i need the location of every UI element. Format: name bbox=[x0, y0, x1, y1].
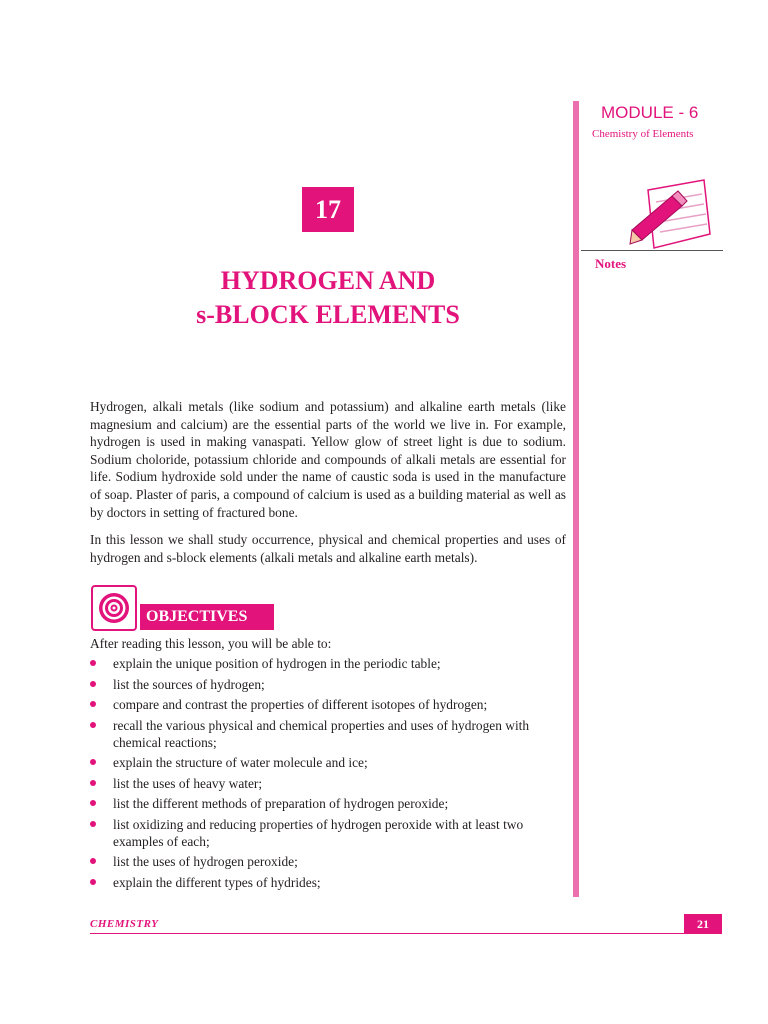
objectives-intro: After reading this lesson, you will be able to: bbox=[90, 636, 332, 651]
notepad-pencil-icon bbox=[628, 176, 712, 260]
objective-text: explain the different types of hydrides; bbox=[113, 874, 321, 890]
objective-item bbox=[90, 655, 566, 672]
objective-item bbox=[90, 717, 566, 751]
chapter-title bbox=[90, 264, 566, 332]
objective-item bbox=[90, 874, 566, 891]
objective-text: list the uses of heavy water; bbox=[113, 775, 263, 791]
objective-text: explain the unique position of hydrogen in the periodic table; bbox=[113, 656, 441, 671]
objectives-heading: OBJECTIVES bbox=[140, 604, 274, 630]
bullet-icon bbox=[90, 681, 96, 687]
bullet-icon bbox=[90, 858, 96, 864]
bullet-icon bbox=[90, 800, 96, 806]
footer-subject: CHEMISTRY bbox=[90, 918, 159, 930]
objective-item bbox=[90, 775, 566, 792]
bullet-icon bbox=[90, 722, 96, 728]
objective-item bbox=[90, 795, 566, 812]
chapter-title-line-2: s-BLOCK ELEMENTS bbox=[196, 300, 460, 329]
objective-text: explain the structure of water molecule and ice; bbox=[113, 755, 368, 770]
objective-item bbox=[90, 676, 566, 693]
objective-text: recall the various physical and chemical properties and uses of hydrogen with chemical reactions; bbox=[113, 717, 530, 750]
bullet-icon bbox=[90, 780, 96, 786]
objective-item bbox=[90, 696, 566, 713]
margin-divider bbox=[573, 101, 579, 897]
bullet-icon bbox=[90, 879, 96, 885]
objective-text: compare and contrast the properties of different isotopes of hydrogen; bbox=[113, 697, 488, 712]
target-icon bbox=[91, 585, 137, 631]
module-title: MODULE - 6 bbox=[601, 103, 699, 122]
chapter-number: 17 bbox=[302, 187, 354, 232]
notes-divider bbox=[581, 250, 723, 251]
objective-item bbox=[90, 816, 566, 850]
module-subtitle: Chemistry of Elements bbox=[592, 128, 694, 140]
objective-text: list the sources of hydrogen; bbox=[113, 676, 265, 692]
objective-text: list the uses of hydrogen peroxide; bbox=[113, 854, 298, 869]
notes-label: Notes bbox=[595, 256, 627, 271]
objective-text: list the different methods of preparation of hydrogen peroxide; bbox=[113, 796, 449, 811]
objective-text: list oxidizing and reducing properties of hydrogen peroxide with at least two examples of each; bbox=[113, 816, 524, 849]
bullet-icon bbox=[90, 759, 96, 765]
objectives-list bbox=[90, 655, 566, 894]
footer-divider bbox=[90, 933, 722, 934]
chapter-title-line-1: HYDROGEN AND bbox=[220, 266, 436, 295]
intro-paragraph-1: Hydrogen, alkali metals (like sodium and potassium) and alkaline earth metals (like magnesium and calcium) are the essential parts of the world we live in. For example, hydrogen is used in making vanaspati. Yellow glow of street light is due to sodium. Sodium choloride, potassium chloride and compounds of alkali metals are essential for life. Sodium hydroxide sold under the name of caustic soda is used in the manufacture of soap. Plaster of paris, a compound of calcium is used as a building material as well as by doctors in setting of fractured bone. bbox=[90, 399, 566, 520]
objective-item bbox=[90, 754, 566, 771]
bullet-icon bbox=[90, 701, 96, 707]
bullet-icon bbox=[90, 821, 96, 827]
bullet-icon bbox=[90, 660, 96, 666]
objective-item bbox=[90, 853, 566, 870]
intro-paragraph-2: In this lesson we shall study occurrence, physical and chemical properties and uses of hydrogen and s-block elements (alkali metals and alkaline earth metals). bbox=[90, 532, 566, 565]
page-number: 21 bbox=[684, 914, 722, 934]
